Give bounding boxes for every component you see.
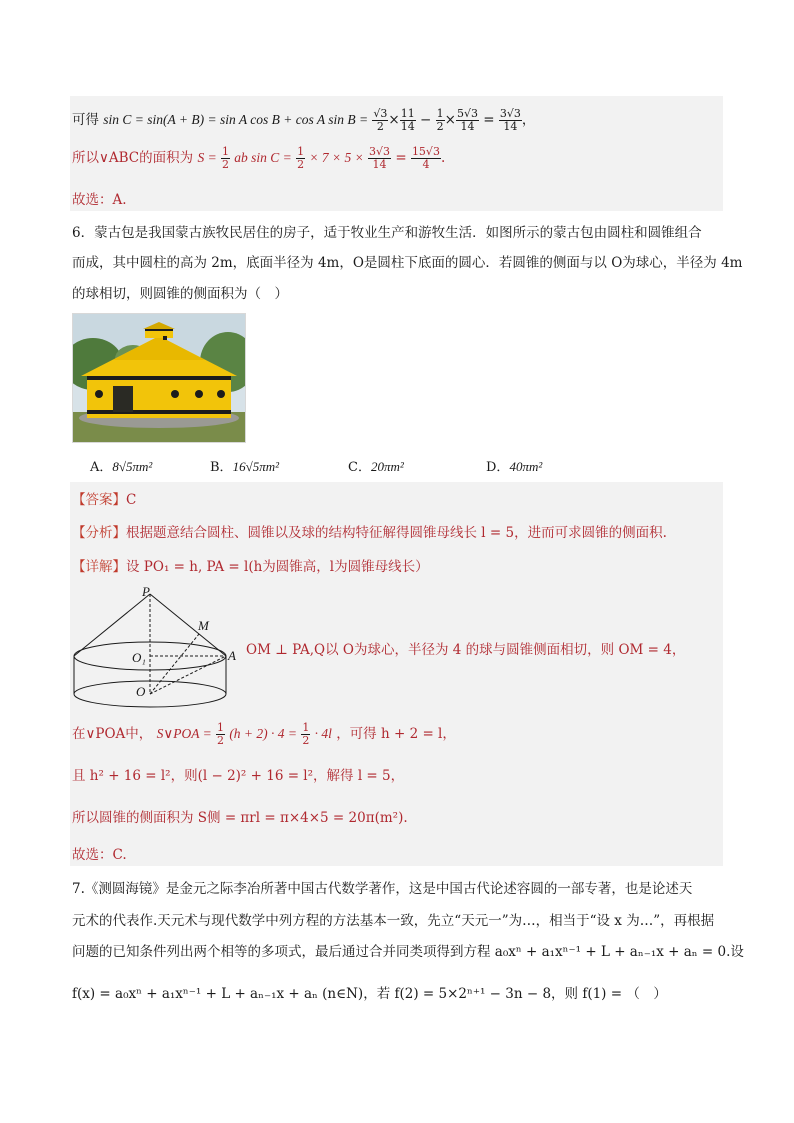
option-a[interactable] xyxy=(90,456,152,475)
option-value: 20πm² xyxy=(370,459,404,474)
prev-line1-prefix: 可得 xyxy=(72,112,99,128)
step3: 所以圆锥的侧面积为 S侧 = πrl = π×4×5 = 20π(m²). xyxy=(72,810,408,826)
analysis-line xyxy=(72,521,667,541)
detail-tag: 【详解】 xyxy=(72,559,126,575)
q7-line1: 7.《测圆海镜》是金元之际李冶所著中国古代数学著作，这是中国古代论述容圆的一部专著，也是论述天 xyxy=(72,881,693,897)
step1 xyxy=(72,722,456,747)
option-label: C． xyxy=(348,460,371,475)
q6-line2: 而成，其中圆柱的高为 2m，底面半径为 4m，O是圆柱下底面的圆心．若圆锥的侧面与以 O为球心，半径为 4m xyxy=(72,255,743,271)
frac: $\frac{1}{2}$ xyxy=(297,145,305,171)
label-m: M xyxy=(198,618,209,633)
cone-cylinder-figure xyxy=(66,584,246,708)
frac: $\frac{15√3}{4}$ xyxy=(411,145,440,171)
step1-suffix: ，可得 h + 2 = l， xyxy=(336,726,456,742)
label-o: O xyxy=(136,684,146,699)
option-b[interactable] xyxy=(210,456,279,475)
option-label: D． xyxy=(486,460,510,475)
math: · 4l xyxy=(314,726,332,741)
math: S = xyxy=(197,150,217,165)
math: S∨POA = xyxy=(156,726,212,741)
option-value: 40πm² xyxy=(509,459,543,474)
analysis-tag: 【分析】 xyxy=(72,525,126,541)
prev-solution-line1: 可得 sin C = sin(A + B) = sin A cos B + cos A sin B = $\frac{√3}{2}$ × $\frac{11}{14}$ − $\frac{1}{2}$ × $\frac{5√3}{14}$ = $\frac{3√3}{14}$ ， xyxy=(72,107,536,133)
q7-line4: f(x) = a₀xⁿ + a₁xⁿ⁻¹ + L + aₙ₋₁x + aₙ (n∈N)，若 f(2) = 5×2ⁿ⁺¹ − 3n − 8，则 f(1) = （ ） xyxy=(72,986,667,1002)
frac: $\frac{1}{2}$ xyxy=(217,721,225,747)
frac: $\frac{1}{2}$ xyxy=(436,107,444,133)
detail-line xyxy=(72,555,429,575)
frac: $\frac{3√3}{14}$ xyxy=(369,145,391,171)
option-d[interactable] xyxy=(486,456,542,475)
answer-tag: 【答案】 xyxy=(72,492,126,508)
option-label: A． xyxy=(90,460,113,475)
frac: $\frac{1}{2}$ xyxy=(221,145,229,171)
option-value: 16√5πm² xyxy=(232,459,279,474)
q7-line2: 元术的代表作.天元术与现代数学中列方程的方法基本一致，先立“天元一”为…，相当于“设 x 为…”，再根据 xyxy=(72,913,715,929)
label-o1: O₁ xyxy=(132,650,146,665)
step1-prefix: 在∨POA中， xyxy=(72,726,153,742)
prev-answer: 故选：A. xyxy=(72,192,127,208)
label-p: P xyxy=(142,584,150,599)
prev-solution-line2: 所以∨ABC的面积为 S = $\frac{1}{2}$ ab sin C = $\frac{1}{2}$ × 7 × 5 × $\frac{3√3}{14}$ = $\frac{15√3}{4}$ . xyxy=(72,145,446,171)
frac: $\frac{5√3}{14}$ xyxy=(456,107,478,133)
frac: $\frac{1}{2}$ xyxy=(302,721,310,747)
prev-line1-math: sin C = sin(A + B) = sin A cos B + cos A sin B = xyxy=(103,112,369,127)
detail-text: 设 PO₁ = h, PA = l(h为圆锥高，l为圆锥母线长） xyxy=(126,559,429,575)
analysis-text: 根据题意结合圆柱、圆锥以及球的结构特征解得圆锥母线长 l = 5，进而可求圆锥的侧面积. xyxy=(126,525,667,541)
answer-line xyxy=(72,488,136,508)
answer-value: C xyxy=(126,492,137,508)
frac: $\frac{√3}{2}$ xyxy=(373,107,388,133)
frac: $\frac{3√3}{14}$ xyxy=(499,107,521,133)
math: (h + 2) · 4 = xyxy=(229,726,298,741)
frac: $\frac{11}{14}$ xyxy=(400,107,415,133)
step2: 且 h² + 16 = l²，则(l − 2)² + 16 = l²，解得 l = 5， xyxy=(72,768,405,784)
q7-line3: 问题的已知条件列出两个相等的多项式，最后通过合并同类项得到方程 a₀xⁿ + a₁xⁿ⁻¹ + L + aₙ₋₁x + aₙ = 0.设 xyxy=(72,944,744,960)
yurt-photo xyxy=(72,313,246,443)
prev-line2-prefix: 所以∨ABC的面积为 xyxy=(72,150,194,166)
option-label: B． xyxy=(210,460,233,475)
option-value: 8√5πm² xyxy=(112,459,153,474)
q6-line1: 6．蒙古包是我国蒙古族牧民居住的房子，适于牧业生产和游牧生活．如图所示的蒙古包由圆柱和圆锥组合 xyxy=(72,225,702,241)
math: ab sin C = xyxy=(234,150,292,165)
q6-line3: 的球相切，则圆锥的侧面积为（ ） xyxy=(72,286,288,302)
label-a: A xyxy=(228,648,236,663)
option-c[interactable] xyxy=(348,456,404,475)
q6-options xyxy=(0,456,794,476)
math: × 7 × 5 × xyxy=(309,150,364,165)
figure-caption: OM ⊥ PA,Q以 O为球心，半径为 4 的球与圆锥侧面相切，则 OM = 4， xyxy=(246,642,686,658)
final-answer: 故选：C. xyxy=(72,847,127,863)
